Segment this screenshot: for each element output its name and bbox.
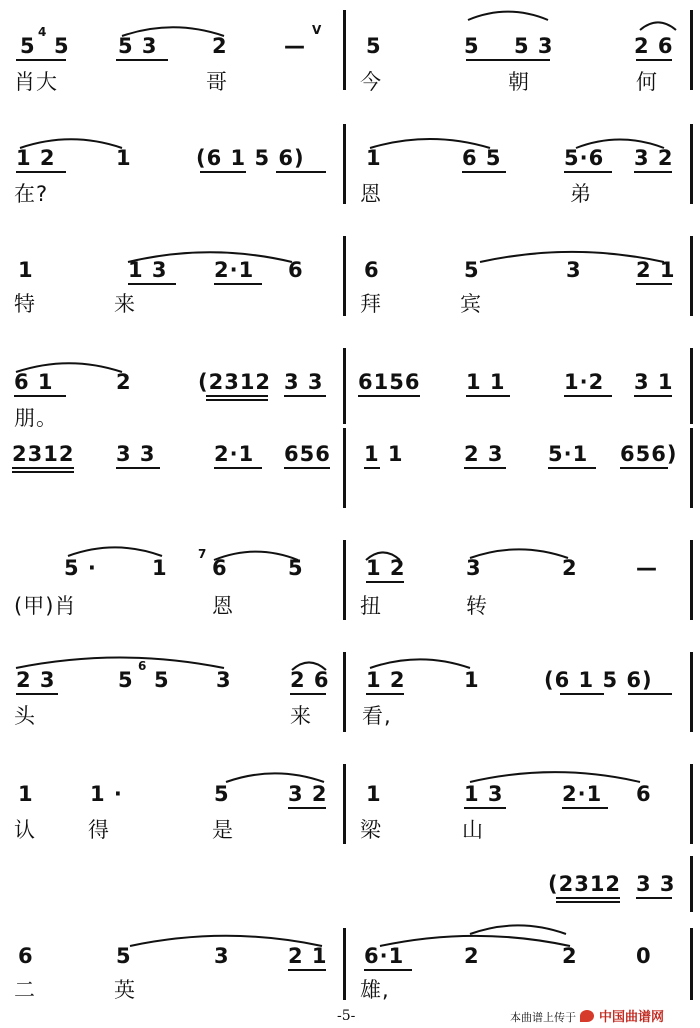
score-note: 3 3	[284, 370, 324, 394]
score-note: 3	[566, 258, 582, 282]
score-note: —	[284, 34, 306, 58]
lyric-text: 看,	[362, 704, 392, 728]
score-note: 5	[118, 668, 134, 692]
lyric-text: 梁	[360, 818, 382, 842]
slur-arc	[292, 662, 326, 670]
lyric-text: 今	[360, 70, 382, 94]
slur-arc	[16, 658, 224, 668]
slur-arc	[226, 773, 324, 782]
score-note: 656)	[620, 442, 678, 466]
lyric-text: 宾	[460, 292, 482, 316]
score-note: 3	[216, 668, 232, 692]
score-note: 6	[288, 258, 304, 282]
lyric-text: 特	[14, 292, 36, 316]
score-note: 1 1	[364, 442, 404, 466]
slur-arc	[20, 139, 122, 148]
lyric-text: 哥	[206, 70, 228, 94]
upload-credit	[510, 1006, 664, 1025]
credit-prefix: 本曲谱上传于	[510, 1011, 576, 1024]
score-note: (6 1 5 6)	[544, 668, 653, 692]
lyric-text: 转	[466, 594, 488, 618]
lyric-text: 朝	[508, 70, 530, 94]
lyric-text: (甲)肖	[14, 594, 77, 618]
lyric-text: 是	[212, 818, 234, 842]
lyric-text: 认	[14, 818, 36, 842]
score-note: 5 3	[118, 34, 158, 58]
score-note: 3	[466, 556, 482, 580]
score-note: 2 3	[16, 668, 56, 692]
score-note: 3 3	[636, 872, 676, 896]
score-note: 1	[366, 146, 382, 170]
score-note: 5	[154, 668, 170, 692]
score-note: 6	[18, 944, 34, 968]
slur-arc	[370, 659, 470, 668]
score-note: V	[312, 23, 323, 37]
score-note: 2·1	[214, 442, 255, 466]
score-note: 4	[38, 25, 48, 39]
lyric-text: 恩	[360, 182, 382, 206]
slur-arc	[576, 140, 664, 148]
lyric-text: 英	[114, 978, 136, 1002]
score-note: 6·1	[364, 944, 405, 968]
score-note: —	[636, 556, 658, 580]
slur-arc	[68, 547, 162, 556]
score-note: 6	[636, 782, 652, 806]
score-note: 2312	[12, 442, 75, 466]
score-note: 5·6	[564, 146, 605, 170]
score-note: 1	[152, 556, 168, 580]
score-note: 1 3	[128, 258, 168, 282]
score-note: 2	[562, 944, 578, 968]
slur-arc	[640, 22, 676, 30]
score-note: 1 2	[16, 146, 56, 170]
slur-arc	[468, 12, 548, 20]
score-note: 3 2	[634, 146, 674, 170]
score-note: 2 3	[464, 442, 504, 466]
score-note: 6	[364, 258, 380, 282]
score-note: 656	[284, 442, 331, 466]
page-number: -5-	[337, 1008, 356, 1024]
lyric-text: 扭	[360, 594, 382, 618]
score-note: 2 1	[636, 258, 676, 282]
score-note: 1	[116, 146, 132, 170]
slur-arc	[370, 139, 490, 148]
lyric-text: 山	[462, 818, 484, 842]
score-note: 2·1	[562, 782, 603, 806]
score-note: 2	[212, 34, 228, 58]
lyric-text: 来	[290, 704, 312, 728]
slur-arc	[128, 252, 292, 262]
score-note: 5	[214, 782, 230, 806]
score-note: 5	[464, 34, 480, 58]
score-note: (2312	[548, 872, 622, 896]
lyric-text: 在?	[14, 182, 49, 206]
lyric-text: 何	[636, 70, 658, 94]
score-note: 2	[464, 944, 480, 968]
score-note: 2 6	[290, 668, 330, 692]
score-note: 6156	[358, 370, 421, 394]
score-note: 7	[198, 547, 208, 561]
score-note: 3	[214, 944, 230, 968]
score-note: 1 1	[466, 370, 506, 394]
score-note: 5·1	[548, 442, 589, 466]
credit-site: 中国曲谱网	[599, 1010, 665, 1025]
score-note: 6 1	[14, 370, 54, 394]
lyric-text: 得	[88, 818, 110, 842]
score-note: 0	[636, 944, 652, 968]
score-note: 1 3	[464, 782, 504, 806]
lyric-text: 头	[14, 704, 36, 728]
score-note: 1 2	[366, 668, 406, 692]
score-note: 1	[366, 782, 382, 806]
score-note: 5	[116, 944, 132, 968]
slur-arc	[380, 936, 570, 946]
score-note: 5 ·	[64, 556, 97, 580]
score-note: 3 1	[634, 370, 674, 394]
score-note: 5 3	[514, 34, 554, 58]
score-note: 6 5	[462, 146, 502, 170]
slur-arc	[470, 549, 568, 558]
score-note: 3 2	[288, 782, 328, 806]
score-note: 2 1	[288, 944, 328, 968]
score-note: 5	[54, 34, 70, 58]
slur-arc	[470, 925, 566, 934]
slur-arc	[480, 252, 664, 262]
slur-arc	[214, 552, 298, 560]
score-note: 2·1	[214, 258, 255, 282]
site-logo-icon	[580, 1010, 594, 1022]
score-note: 5	[464, 258, 480, 282]
lyric-text: 弟	[570, 182, 592, 206]
slur-arc	[366, 552, 400, 560]
lyric-text: 二	[14, 978, 36, 1002]
lyric-text: 肖大	[14, 70, 58, 94]
score-note: 6	[138, 659, 148, 673]
score-note: 1·2	[564, 370, 605, 394]
score-note: (6 1 5 6)	[196, 146, 305, 170]
lyric-text: 来	[114, 292, 136, 316]
lyric-text: 拜	[360, 292, 382, 316]
score-note: 1 2	[366, 556, 406, 580]
score-note: 5	[366, 34, 382, 58]
score-note: 1	[464, 668, 480, 692]
score-note: 1	[18, 258, 34, 282]
slur-arc	[16, 363, 122, 372]
score-note: 2	[562, 556, 578, 580]
score-note: 6	[212, 556, 228, 580]
score-note: 2 6	[634, 34, 674, 58]
slur-arc	[122, 27, 224, 36]
score-note: 2	[116, 370, 132, 394]
lyric-text: 朋。	[14, 406, 58, 430]
score-note: 5	[288, 556, 304, 580]
score-note: 3 3	[116, 442, 156, 466]
slur-arc	[130, 936, 322, 946]
lyric-text: 雄,	[360, 978, 390, 1002]
slur-arc	[470, 772, 640, 782]
score-note: 5	[20, 34, 36, 58]
score-note: 1 ·	[90, 782, 123, 806]
score-note: (2312	[198, 370, 272, 394]
score-note: 1	[18, 782, 34, 806]
lyric-text: 恩	[212, 594, 234, 618]
